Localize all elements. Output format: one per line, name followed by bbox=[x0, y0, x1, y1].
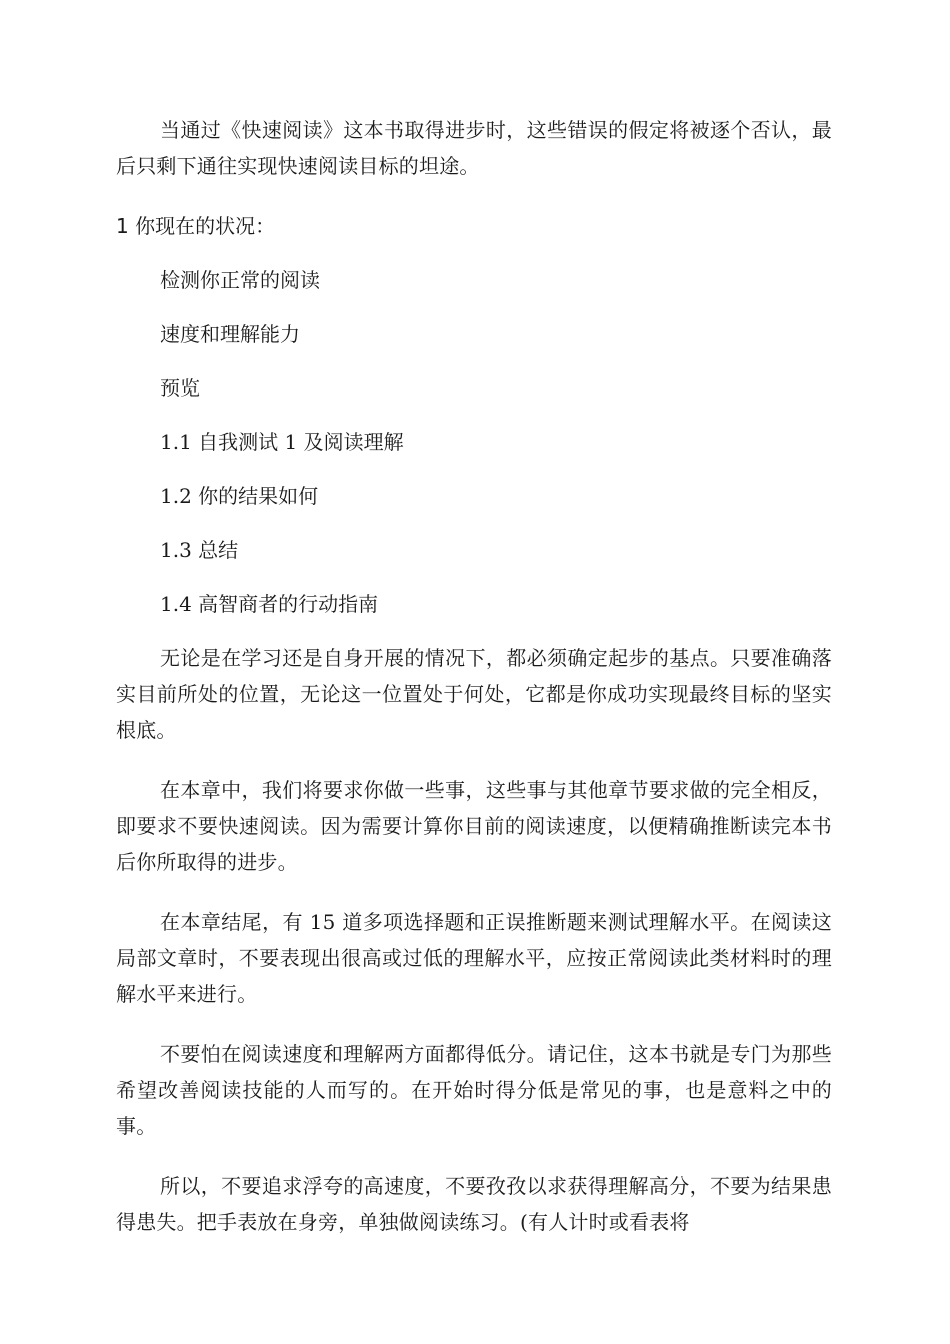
toc-line: 检测你正常的阅读 bbox=[160, 268, 320, 292]
body-paragraph: 在本章结尾，有 15 道多项选择题和正误推断题来测试理解水平。在阅读这局部文章时，不要表现出很高或过低的理解水平，应按正常阅读此类材料时的理解水平来进行。 bbox=[116, 910, 832, 1006]
toc-line: 预览 bbox=[160, 376, 200, 400]
document-page bbox=[116, 112, 832, 1264]
section-heading: 1 你现在的状况： bbox=[116, 214, 276, 238]
toc-line: 1.4 高智商者的行动指南 bbox=[160, 592, 379, 616]
body-paragraph: 不要怕在阅读速度和理解两方面都得低分。请记住，这本书就是专门为那些希望改善阅读技能的人而写的。在开始时得分低是常见的事，也是意料之中的事。 bbox=[116, 1042, 832, 1138]
toc-line: 1.3 总结 bbox=[160, 538, 239, 562]
toc-line: 1.2 你的结果如何 bbox=[160, 484, 319, 508]
toc-line: 1.1 自我测试 1 及阅读理解 bbox=[160, 430, 404, 454]
toc-line: 速度和理解能力 bbox=[160, 322, 300, 346]
intro-paragraph: 当通过《快速阅读》这本书取得进步时，这些错误的假定将被逐个否认，最后只剩下通往实现快速阅读目标的坦途。 bbox=[116, 118, 832, 178]
body-paragraph: 所以，不要追求浮夸的高速度，不要孜孜以求获得理解高分，不要为结果患得患失。把手表放在身旁，单独做阅读练习。(有人计时或看表将 bbox=[116, 1174, 832, 1234]
body-paragraph: 无论是在学习还是自身开展的情况下，都必须确定起步的基点。只要准确落实目前所处的位置，无论这一位置处于何处，它都是你成功实现最终目标的坚实根底。 bbox=[116, 646, 832, 742]
body-paragraph: 在本章中，我们将要求你做一些事，这些事与其他章节要求做的完全相反，即要求不要快速阅读。因为需要计算你目前的阅读速度，以便精确推断读完本书后你所取得的进步。 bbox=[116, 778, 832, 874]
